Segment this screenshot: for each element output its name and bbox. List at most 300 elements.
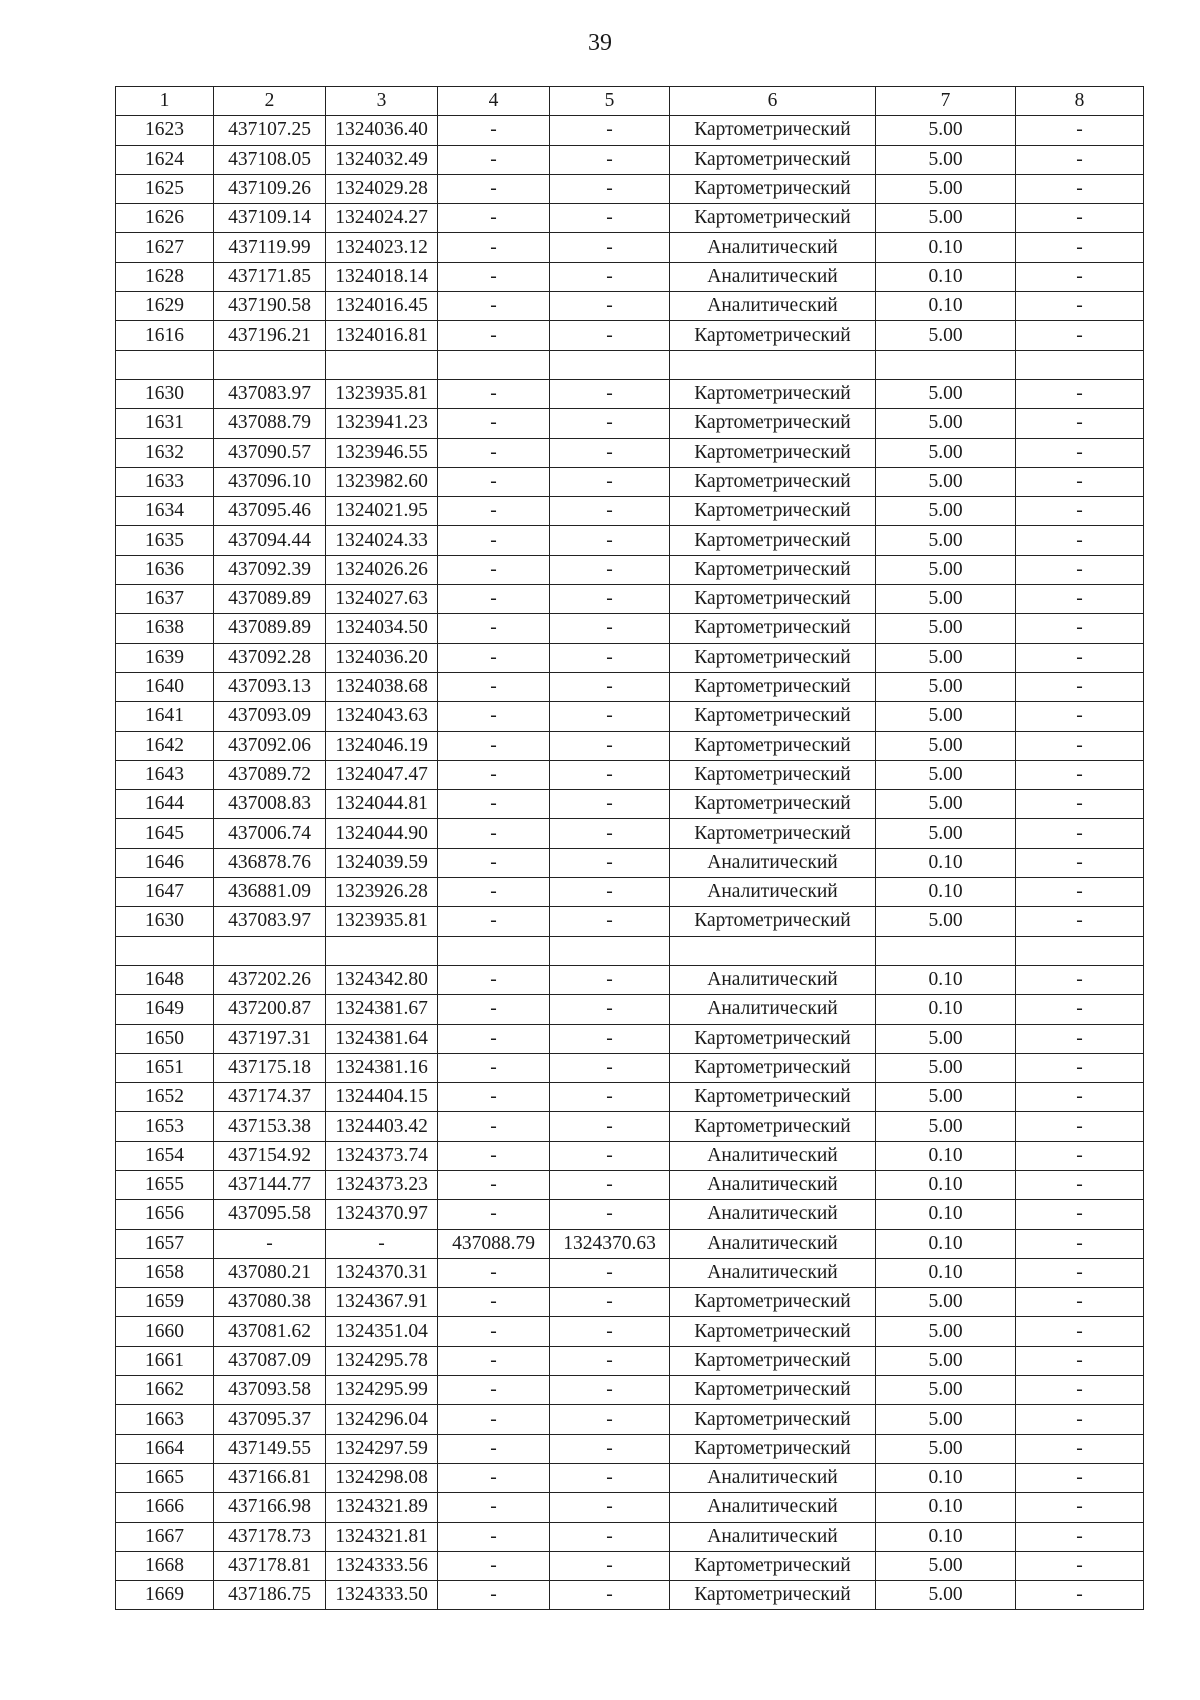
table-header <box>116 87 1144 116</box>
table-cell: 1324038.68 <box>326 672 438 701</box>
table-cell: - <box>438 1405 550 1434</box>
table-cell: - <box>550 1141 670 1170</box>
table-cell: Картометрический <box>670 497 876 526</box>
table-cell: - <box>438 878 550 907</box>
table-cell: Картометрический <box>670 1317 876 1346</box>
table-cell: 437008.83 <box>214 790 326 819</box>
table-cell: Картометрический <box>670 321 876 350</box>
table-cell: 1324295.99 <box>326 1376 438 1405</box>
table-cell: 437080.38 <box>214 1288 326 1317</box>
table-cell: 1324373.74 <box>326 1141 438 1170</box>
table-cell: - <box>1016 1434 1144 1463</box>
table-cell: 437166.81 <box>214 1463 326 1492</box>
table-cell: - <box>438 145 550 174</box>
table-cell: - <box>550 174 670 203</box>
table-row <box>116 262 1144 291</box>
table-cell: - <box>1016 1053 1144 1082</box>
table-cell: - <box>1016 321 1144 350</box>
table-cell: Аналитический <box>670 995 876 1024</box>
table-cell: - <box>1016 116 1144 145</box>
table-cell: 1629 <box>116 292 214 321</box>
table-cell: 1661 <box>116 1346 214 1375</box>
table-cell: 1324027.63 <box>326 585 438 614</box>
table-cell: Картометрический <box>670 760 876 789</box>
table-cell: Аналитический <box>670 1200 876 1229</box>
table-cell: - <box>550 262 670 291</box>
table-cell: 1324370.63 <box>550 1229 670 1258</box>
table-cell <box>214 350 326 379</box>
table-cell: 437200.87 <box>214 995 326 1024</box>
table-cell: 437006.74 <box>214 819 326 848</box>
table-cell: 1627 <box>116 233 214 262</box>
table-cell: Картометрический <box>670 467 876 496</box>
table-cell: - <box>1016 409 1144 438</box>
table-cell: - <box>550 1258 670 1287</box>
table-cell: - <box>1016 731 1144 760</box>
table-cell: 1623 <box>116 116 214 145</box>
table-cell: - <box>438 1258 550 1287</box>
table-cell: 1323926.28 <box>326 878 438 907</box>
table-cell: 1324024.33 <box>326 526 438 555</box>
table-cell: 1324321.89 <box>326 1493 438 1522</box>
table-cell: Аналитический <box>670 1229 876 1258</box>
table-cell: 0.10 <box>876 1200 1016 1229</box>
table-cell: 1669 <box>116 1581 214 1610</box>
table-row <box>116 1053 1144 1082</box>
table-cell: 1324351.04 <box>326 1317 438 1346</box>
table-cell: 1324381.16 <box>326 1053 438 1082</box>
table-row <box>116 1405 1144 1434</box>
table-row <box>116 585 1144 614</box>
table-row <box>116 760 1144 789</box>
table-cell: - <box>550 1200 670 1229</box>
table-cell: - <box>1016 1581 1144 1610</box>
table-cell: 437186.75 <box>214 1581 326 1610</box>
table-cell: 1324298.08 <box>326 1463 438 1492</box>
table-cell: - <box>550 790 670 819</box>
table-cell: 437090.57 <box>214 438 326 467</box>
table-cell: 1665 <box>116 1463 214 1492</box>
column-header-5: 5 <box>550 87 670 116</box>
table-row <box>116 1581 1144 1610</box>
table-cell: 5.00 <box>876 643 1016 672</box>
table-row <box>116 204 1144 233</box>
table-cell: - <box>1016 1288 1144 1317</box>
table-cell: 5.00 <box>876 585 1016 614</box>
table-cell: 1634 <box>116 497 214 526</box>
table-cell: 437095.58 <box>214 1200 326 1229</box>
table-cell: - <box>438 585 550 614</box>
table-cell: - <box>438 1376 550 1405</box>
table-cell: 1324021.95 <box>326 497 438 526</box>
table-cell: 1324044.90 <box>326 819 438 848</box>
table-cell: - <box>1016 174 1144 203</box>
table-cell: - <box>438 292 550 321</box>
table-cell: - <box>438 1346 550 1375</box>
table-cell: 437197.31 <box>214 1024 326 1053</box>
table-cell: - <box>438 262 550 291</box>
table-cell: Картометрический <box>670 702 876 731</box>
table-cell: 1657 <box>116 1229 214 1258</box>
table-cell: Картометрический <box>670 731 876 760</box>
table-cell: 1324403.42 <box>326 1112 438 1141</box>
table-cell: 437149.55 <box>214 1434 326 1463</box>
table-cell: 0.10 <box>876 1229 1016 1258</box>
table-cell: 1324370.31 <box>326 1258 438 1287</box>
table-cell: 1324026.26 <box>326 555 438 584</box>
table-cell: 1650 <box>116 1024 214 1053</box>
table-cell <box>326 350 438 379</box>
table-cell: 1654 <box>116 1141 214 1170</box>
table-cell: 1632 <box>116 438 214 467</box>
table-row <box>116 1200 1144 1229</box>
table-cell <box>670 936 876 965</box>
table-cell: 437089.72 <box>214 760 326 789</box>
table-cell: Аналитический <box>670 1141 876 1170</box>
table-cell: 1323946.55 <box>326 438 438 467</box>
table-cell: 1324342.80 <box>326 965 438 994</box>
table-cell: 437088.79 <box>438 1229 550 1258</box>
table-cell: Картометрический <box>670 379 876 408</box>
table-cell: - <box>438 467 550 496</box>
table-cell: - <box>1016 614 1144 643</box>
table-cell: Аналитический <box>670 292 876 321</box>
table-cell: 437144.77 <box>214 1170 326 1199</box>
table-cell: - <box>1016 878 1144 907</box>
table-cell: 437089.89 <box>214 614 326 643</box>
column-header-8: 8 <box>1016 87 1144 116</box>
table-cell: 0.10 <box>876 995 1016 1024</box>
table-cell: 1631 <box>116 409 214 438</box>
table-cell: Аналитический <box>670 233 876 262</box>
table-row <box>116 145 1144 174</box>
table-cell: 1324044.81 <box>326 790 438 819</box>
table-cell: 1324367.91 <box>326 1288 438 1317</box>
table-row <box>116 1024 1144 1053</box>
table-cell: 1664 <box>116 1434 214 1463</box>
table-cell: - <box>1016 555 1144 584</box>
table-cell: - <box>550 819 670 848</box>
table-cell: 5.00 <box>876 497 1016 526</box>
table-cell: - <box>326 1229 438 1258</box>
table-cell: 1642 <box>116 731 214 760</box>
table-cell: - <box>1016 672 1144 701</box>
table-cell: - <box>438 1170 550 1199</box>
table-cell: - <box>550 995 670 1024</box>
table-cell: - <box>550 1522 670 1551</box>
table-cell: 1640 <box>116 672 214 701</box>
table-cell: - <box>438 1053 550 1082</box>
table-cell: 0.10 <box>876 848 1016 877</box>
table-cell: 5.00 <box>876 321 1016 350</box>
table-cell: - <box>550 555 670 584</box>
table-cell: 5.00 <box>876 702 1016 731</box>
table-cell: - <box>550 614 670 643</box>
table-cell: - <box>438 379 550 408</box>
table-cell: - <box>550 1493 670 1522</box>
table-cell: Картометрический <box>670 643 876 672</box>
table-cell: - <box>1016 1258 1144 1287</box>
table-cell: - <box>550 1551 670 1580</box>
table-cell: Картометрический <box>670 1376 876 1405</box>
column-header-4: 4 <box>438 87 550 116</box>
table-cell: - <box>1016 1405 1144 1434</box>
table-row <box>116 614 1144 643</box>
table-cell: - <box>1016 292 1144 321</box>
table-cell: Картометрический <box>670 526 876 555</box>
table-cell <box>550 350 670 379</box>
table-row <box>116 672 1144 701</box>
table-cell: 437092.39 <box>214 555 326 584</box>
table-cell: - <box>1016 1493 1144 1522</box>
table-cell: Картометрический <box>670 145 876 174</box>
table-cell: - <box>438 819 550 848</box>
table-cell: 1662 <box>116 1376 214 1405</box>
table-cell: 1324333.56 <box>326 1551 438 1580</box>
table-row <box>116 1463 1144 1492</box>
table-row <box>116 233 1144 262</box>
table-cell: 5.00 <box>876 1083 1016 1112</box>
table-cell: - <box>550 409 670 438</box>
table-cell: 5.00 <box>876 1317 1016 1346</box>
table-cell: - <box>438 1434 550 1463</box>
table-cell: 437178.73 <box>214 1522 326 1551</box>
table-cell: - <box>438 1024 550 1053</box>
table-cell: - <box>438 1581 550 1610</box>
table-cell: Картометрический <box>670 585 876 614</box>
table-cell: - <box>438 526 550 555</box>
table-row <box>116 1141 1144 1170</box>
table-cell: 1641 <box>116 702 214 731</box>
table-cell: 5.00 <box>876 672 1016 701</box>
table-row <box>116 116 1144 145</box>
table-cell: - <box>550 965 670 994</box>
table-cell: 1651 <box>116 1053 214 1082</box>
table-cell: - <box>1016 907 1144 936</box>
table-cell: 0.10 <box>876 1141 1016 1170</box>
table-cell: 5.00 <box>876 174 1016 203</box>
table-cell: - <box>438 1288 550 1317</box>
table-cell: 5.00 <box>876 145 1016 174</box>
table-cell: Картометрический <box>670 672 876 701</box>
table-cell <box>550 936 670 965</box>
table-cell: 437093.09 <box>214 702 326 731</box>
table-row <box>116 1288 1144 1317</box>
table-cell: - <box>438 643 550 672</box>
table-cell: - <box>1016 1200 1144 1229</box>
table-cell: 0.10 <box>876 1493 1016 1522</box>
table-cell: 1324381.64 <box>326 1024 438 1053</box>
table-cell: - <box>1016 497 1144 526</box>
table-row <box>116 1376 1144 1405</box>
table-cell: 0.10 <box>876 1522 1016 1551</box>
table-cell: - <box>1016 702 1144 731</box>
table-cell: - <box>438 555 550 584</box>
table-cell: Аналитический <box>670 878 876 907</box>
table-cell: 1324333.50 <box>326 1581 438 1610</box>
table-cell: - <box>550 1317 670 1346</box>
table-body <box>116 116 1144 1610</box>
table-cell: - <box>550 1083 670 1112</box>
table-cell: - <box>1016 585 1144 614</box>
table-cell: 1630 <box>116 907 214 936</box>
table-row <box>116 936 1144 965</box>
table-row <box>116 907 1144 936</box>
table-cell: 1643 <box>116 760 214 789</box>
table-row <box>116 1170 1144 1199</box>
table-cell: Картометрический <box>670 438 876 467</box>
table-cell: 437083.97 <box>214 907 326 936</box>
table-cell: - <box>1016 760 1144 789</box>
table-row <box>116 1258 1144 1287</box>
table-cell: - <box>438 1551 550 1580</box>
table-cell: - <box>438 1463 550 1492</box>
table-cell: 1324034.50 <box>326 614 438 643</box>
table-cell: 5.00 <box>876 760 1016 789</box>
table-cell: 437092.06 <box>214 731 326 760</box>
table-cell: 5.00 <box>876 1581 1016 1610</box>
page-number: 39 <box>588 30 612 56</box>
table-cell: Картометрический <box>670 1551 876 1580</box>
table-cell: 1652 <box>116 1083 214 1112</box>
table-cell: Картометрический <box>670 1346 876 1375</box>
table-cell: - <box>1016 1376 1144 1405</box>
table-cell: 1323941.23 <box>326 409 438 438</box>
table-cell: 1324043.63 <box>326 702 438 731</box>
table-cell: - <box>550 1581 670 1610</box>
table-cell: - <box>550 848 670 877</box>
table-cell: 5.00 <box>876 1053 1016 1082</box>
table-cell: - <box>550 1288 670 1317</box>
table-cell: 5.00 <box>876 379 1016 408</box>
table-cell: 1324029.28 <box>326 174 438 203</box>
table-cell <box>116 936 214 965</box>
table-cell: 437108.05 <box>214 145 326 174</box>
table-cell: Картометрический <box>670 116 876 145</box>
table-cell: - <box>438 497 550 526</box>
table-cell: 5.00 <box>876 409 1016 438</box>
table-cell: 1645 <box>116 819 214 848</box>
table-cell: - <box>550 204 670 233</box>
table-cell: - <box>1016 438 1144 467</box>
table-row <box>116 292 1144 321</box>
table-cell: 5.00 <box>876 819 1016 848</box>
table-cell: - <box>550 321 670 350</box>
table-cell: Аналитический <box>670 1258 876 1287</box>
table-cell: 1630 <box>116 379 214 408</box>
table-cell: - <box>438 995 550 1024</box>
table-cell: - <box>1016 145 1144 174</box>
table-cell: Картометрический <box>670 1288 876 1317</box>
table-cell: - <box>438 1083 550 1112</box>
table-cell: - <box>1016 1463 1144 1492</box>
table-row <box>116 438 1144 467</box>
table-cell: 1324404.15 <box>326 1083 438 1112</box>
table-cell: 1653 <box>116 1112 214 1141</box>
table-cell: 5.00 <box>876 555 1016 584</box>
table-cell: - <box>550 1112 670 1141</box>
table-row <box>116 1112 1144 1141</box>
table-row <box>116 1083 1144 1112</box>
table-row <box>116 321 1144 350</box>
table-cell: - <box>550 1053 670 1082</box>
table-cell: 437093.13 <box>214 672 326 701</box>
table-cell: 1636 <box>116 555 214 584</box>
table-cell: 1324381.67 <box>326 995 438 1024</box>
table-cell: - <box>1016 233 1144 262</box>
table-cell: 1628 <box>116 262 214 291</box>
table-cell: - <box>550 497 670 526</box>
table-cell: - <box>1016 1522 1144 1551</box>
table-cell: 0.10 <box>876 292 1016 321</box>
table-cell <box>438 936 550 965</box>
table-cell: 437107.25 <box>214 116 326 145</box>
table-cell: - <box>438 438 550 467</box>
table-row <box>116 995 1144 1024</box>
table-cell: - <box>1016 995 1144 1024</box>
table-cell: Картометрический <box>670 1581 876 1610</box>
table-cell: 1656 <box>116 1200 214 1229</box>
table-cell: 1324016.45 <box>326 292 438 321</box>
table-row <box>116 1522 1144 1551</box>
table-cell: Картометрический <box>670 1024 876 1053</box>
table-cell: - <box>550 731 670 760</box>
table-cell: 0.10 <box>876 262 1016 291</box>
table-cell: 437153.38 <box>214 1112 326 1141</box>
table-cell: 5.00 <box>876 467 1016 496</box>
table-cell: 1626 <box>116 204 214 233</box>
table-cell: Картометрический <box>670 907 876 936</box>
column-header-6: 6 <box>670 87 876 116</box>
table-cell: 1655 <box>116 1170 214 1199</box>
table-cell: - <box>550 672 670 701</box>
table-cell: 1646 <box>116 848 214 877</box>
table-cell: Аналитический <box>670 1463 876 1492</box>
table-cell: 5.00 <box>876 1434 1016 1463</box>
table-cell: 1625 <box>116 174 214 203</box>
table-cell: - <box>438 1200 550 1229</box>
table-cell: - <box>550 1170 670 1199</box>
table-cell: 5.00 <box>876 1112 1016 1141</box>
table-cell: - <box>438 409 550 438</box>
table-row <box>116 379 1144 408</box>
table-cell: 437096.10 <box>214 467 326 496</box>
table-cell: 0.10 <box>876 233 1016 262</box>
table-cell: - <box>438 672 550 701</box>
table-cell: 437088.79 <box>214 409 326 438</box>
table-cell: 1324321.81 <box>326 1522 438 1551</box>
table-cell: - <box>438 174 550 203</box>
table-cell: 5.00 <box>876 1346 1016 1375</box>
table-cell: - <box>438 116 550 145</box>
table-cell: 1324024.27 <box>326 204 438 233</box>
table-cell: 1644 <box>116 790 214 819</box>
table-cell: 437089.89 <box>214 585 326 614</box>
table-cell: - <box>438 614 550 643</box>
table-cell: 1649 <box>116 995 214 1024</box>
table-cell: 1324295.78 <box>326 1346 438 1375</box>
table-cell: - <box>1016 965 1144 994</box>
column-header-1: 1 <box>116 87 214 116</box>
table-cell: - <box>1016 819 1144 848</box>
table-row <box>116 1346 1144 1375</box>
table-cell: - <box>438 1493 550 1522</box>
table-cell: 437190.58 <box>214 292 326 321</box>
table-cell: - <box>438 848 550 877</box>
table-row <box>116 702 1144 731</box>
table-cell: - <box>1016 1141 1144 1170</box>
table-cell: 1323982.60 <box>326 467 438 496</box>
